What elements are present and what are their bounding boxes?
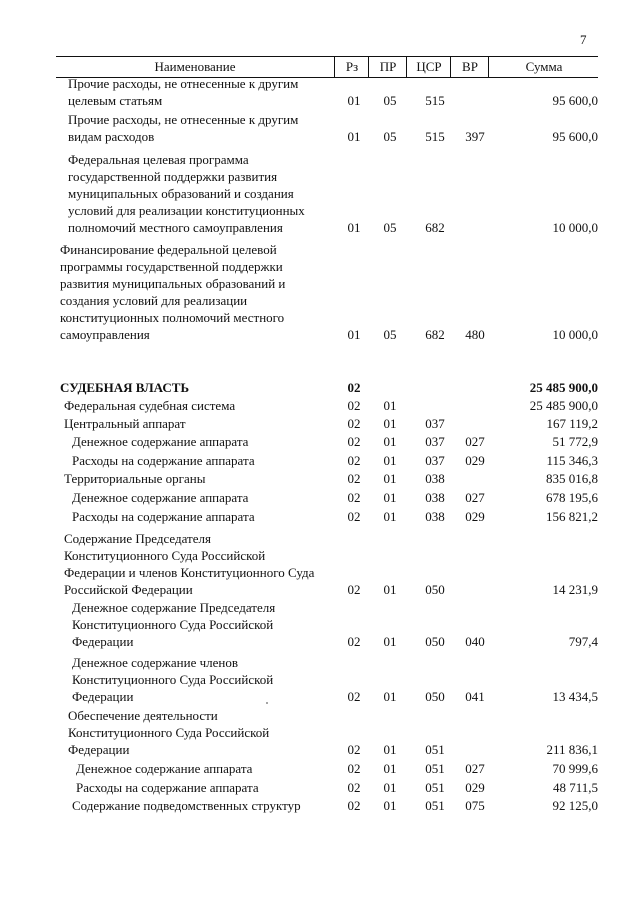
row-name: Прочие расходы, не отнесенные к другим целевым статьям xyxy=(68,76,299,108)
row-csr: 682 xyxy=(425,220,445,235)
row-name: Финансирование федеральной целевой программы государственной поддержки развития муниципальных образований и создания условий для реализации конституционных полномочий местного самоуправления xyxy=(60,242,286,342)
header-rz: Рз xyxy=(334,57,369,77)
row-sum: 25 485 900,0 xyxy=(529,398,598,413)
row-name: Содержание Председателя Конституционного Суда Российской Федерации и членов Конституционного Суда Российской Федерации xyxy=(64,531,315,597)
row-csr: 037 xyxy=(425,416,445,431)
row-csr: 051 xyxy=(425,798,445,813)
row-sum: 211 836,1 xyxy=(546,742,598,757)
row-pr: 01 xyxy=(383,761,397,776)
row-csr: 051 xyxy=(425,780,445,795)
row-name: Центральный аппарат xyxy=(64,416,186,431)
table-row xyxy=(0,76,640,109)
row-sum: 10 000,0 xyxy=(552,327,598,342)
table-row xyxy=(0,655,640,705)
row-name: Расходы на содержание аппарата xyxy=(72,509,255,524)
row-rz: 02 xyxy=(347,689,361,704)
header-csr: ЦСР xyxy=(406,57,451,77)
row-pr: 01 xyxy=(383,634,397,649)
row-csr: 037 xyxy=(425,434,445,449)
row-rz: 01 xyxy=(347,93,361,108)
row-sum: 51 772,9 xyxy=(552,434,598,449)
row-csr: 050 xyxy=(425,689,445,704)
row-vr: 027 xyxy=(465,761,485,776)
row-vr: 041 xyxy=(465,689,485,704)
table-row xyxy=(0,453,640,469)
row-rz: 02 xyxy=(347,416,361,431)
row-name: Федеральная целевая программа государственной поддержки развития муниципальных образований и создания условий для реализации конституционных полномочий местного самоуправления xyxy=(68,152,305,235)
row-sum: 156 821,2 xyxy=(546,509,598,524)
row-sum: 14 231,9 xyxy=(552,582,598,597)
row-sum: 92 125,0 xyxy=(552,798,598,813)
row-name: Денежное содержание аппарата xyxy=(76,761,253,776)
row-csr: 037 xyxy=(425,453,445,468)
row-rz: 02 xyxy=(347,509,361,524)
row-pr: 05 xyxy=(383,93,397,108)
row-sum: 797,4 xyxy=(568,634,598,649)
row-pr: 01 xyxy=(383,416,397,431)
table-row xyxy=(0,708,640,758)
row-rz: 02 xyxy=(347,453,361,468)
row-sum: 95 600,0 xyxy=(552,129,598,144)
row-csr: 038 xyxy=(425,471,445,486)
row-sum: 13 434,5 xyxy=(552,689,598,704)
row-rz: 02 xyxy=(347,380,361,395)
row-name: СУДЕБНАЯ ВЛАСТЬ xyxy=(60,380,190,395)
table-row xyxy=(0,780,640,796)
row-name: Прочие расходы, не отнесенные к другим видам расходов xyxy=(68,112,299,144)
table-row xyxy=(0,798,640,814)
row-rz: 02 xyxy=(347,742,361,757)
table-row xyxy=(0,416,640,432)
row-rz: 02 xyxy=(347,798,361,813)
row-csr: 050 xyxy=(425,634,445,649)
row-pr: 05 xyxy=(383,129,397,144)
row-csr: 051 xyxy=(425,742,445,757)
row-vr: 029 xyxy=(465,509,485,524)
row-rz: 02 xyxy=(347,490,361,505)
row-sum: 25 485 900,0 xyxy=(529,380,598,395)
row-vr: 397 xyxy=(465,129,485,144)
row-pr: 01 xyxy=(383,689,397,704)
row-sum: 70 999,6 xyxy=(552,761,598,776)
row-rz: 02 xyxy=(347,434,361,449)
row-name: Денежное содержание аппарата xyxy=(72,434,249,449)
row-name: Денежное содержание членов Конституционного Суда Российской Федерации xyxy=(72,655,274,704)
row-pr: 01 xyxy=(383,398,397,413)
row-pr: 01 xyxy=(383,780,397,795)
row-vr: 027 xyxy=(465,434,485,449)
row-sum: 835 016,8 xyxy=(546,471,598,486)
row-name: Территориальные органы xyxy=(64,471,206,486)
row-name: Расходы на содержание аппарата xyxy=(76,780,259,795)
row-vr: 029 xyxy=(465,780,485,795)
row-csr: 051 xyxy=(425,761,445,776)
row-sum: 10 000,0 xyxy=(552,220,598,235)
row-pr: 01 xyxy=(383,582,397,597)
table-row xyxy=(0,761,640,777)
row-csr: 038 xyxy=(425,490,445,505)
row-name: Федеральная судебная система xyxy=(64,398,236,413)
row-name: Обеспечение деятельности Конституционного Суда Российской Федерации xyxy=(68,708,270,757)
table-row xyxy=(0,380,640,396)
row-rz: 02 xyxy=(347,634,361,649)
row-rz: 02 xyxy=(347,398,361,413)
header-sum: Сумма xyxy=(488,57,599,77)
table-row xyxy=(0,398,640,414)
row-rz: 01 xyxy=(347,129,361,144)
header-pr: ПР xyxy=(368,57,407,77)
row-rz: 02 xyxy=(347,471,361,486)
table-row xyxy=(0,242,640,343)
table-row xyxy=(0,112,640,145)
table-row xyxy=(0,600,640,650)
row-name: Денежное содержание Председателя Конституционного Суда Российской Федерации xyxy=(72,600,276,649)
row-name: Денежное содержание аппарата xyxy=(72,490,249,505)
row-sum: 167 119,2 xyxy=(546,416,598,431)
row-csr: 038 xyxy=(425,509,445,524)
row-vr: 480 xyxy=(465,327,485,342)
row-pr: 01 xyxy=(383,453,397,468)
row-csr: 515 xyxy=(425,93,445,108)
row-rz: 01 xyxy=(347,327,361,342)
row-name: Содержание подведомственных структур xyxy=(72,798,301,813)
row-csr: 515 xyxy=(425,129,445,144)
header-vr: ВР xyxy=(450,57,489,77)
table-row xyxy=(0,531,640,598)
table-row xyxy=(0,152,640,236)
header-name: Наименование xyxy=(154,59,236,74)
scan-dot xyxy=(266,702,268,704)
table-row xyxy=(0,434,640,450)
row-vr: 029 xyxy=(465,453,485,468)
row-sum: 48 711,5 xyxy=(552,780,598,795)
row-vr: 040 xyxy=(465,634,485,649)
row-pr: 01 xyxy=(383,509,397,524)
table-row xyxy=(0,509,640,525)
table-row xyxy=(0,490,640,506)
row-pr: 01 xyxy=(383,742,397,757)
row-name: Расходы на содержание аппарата xyxy=(72,453,255,468)
page-number: 7 xyxy=(580,32,587,47)
row-pr: 01 xyxy=(383,490,397,505)
row-pr: 05 xyxy=(383,327,397,342)
row-pr: 05 xyxy=(383,220,397,235)
row-csr: 050 xyxy=(425,582,445,597)
row-rz: 02 xyxy=(347,582,361,597)
row-rz: 01 xyxy=(347,220,361,235)
row-rz: 02 xyxy=(347,780,361,795)
row-vr: 075 xyxy=(465,798,485,813)
row-rz: 02 xyxy=(347,761,361,776)
row-pr: 01 xyxy=(383,798,397,813)
row-sum: 115 346,3 xyxy=(546,453,598,468)
row-vr: 027 xyxy=(465,490,485,505)
table-row xyxy=(0,471,640,487)
row-pr: 01 xyxy=(383,471,397,486)
row-sum: 678 195,6 xyxy=(546,490,598,505)
row-sum: 95 600,0 xyxy=(552,93,598,108)
row-pr: 01 xyxy=(383,434,397,449)
row-csr: 682 xyxy=(425,327,445,342)
